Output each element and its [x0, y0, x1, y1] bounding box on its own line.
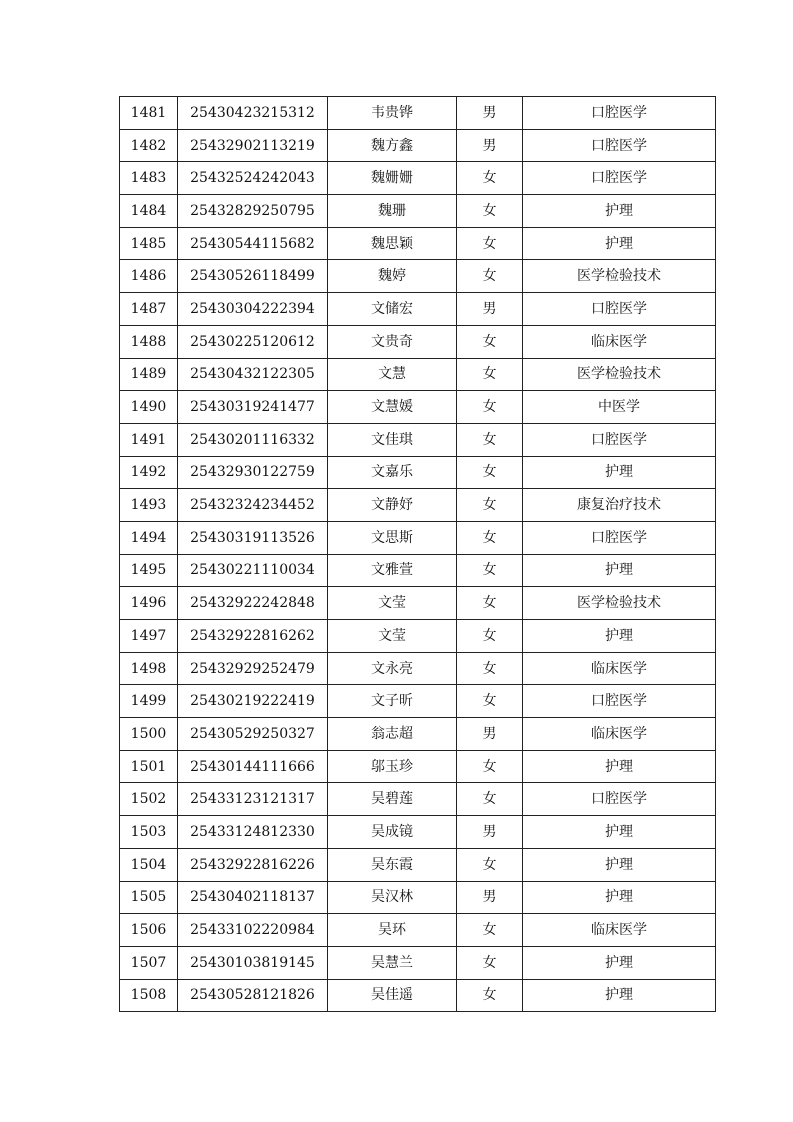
serial-number-cell: 1494 — [120, 521, 178, 554]
serial-number-cell: 1506 — [120, 914, 178, 947]
exam-id-cell: 25430201116332 — [178, 423, 328, 456]
table-row — [120, 97, 716, 130]
major-cell: 口腔医学 — [523, 521, 716, 554]
table-row — [120, 620, 716, 653]
gender-cell: 男 — [457, 718, 523, 751]
exam-id-cell: 25433123121317 — [178, 783, 328, 816]
gender-cell: 男 — [457, 129, 523, 162]
student-name-cell: 邬玉珍 — [328, 750, 457, 783]
exam-id-cell: 25430319241477 — [178, 391, 328, 424]
serial-number-cell: 1504 — [120, 848, 178, 881]
gender-cell: 女 — [457, 914, 523, 947]
table-row — [120, 914, 716, 947]
student-name-cell: 文储宏 — [328, 293, 457, 326]
gender-cell: 女 — [457, 260, 523, 293]
major-cell: 医学检验技术 — [523, 260, 716, 293]
student-name-cell: 文佳琪 — [328, 423, 457, 456]
gender-cell: 女 — [457, 979, 523, 1012]
exam-id-cell: 25430304222394 — [178, 293, 328, 326]
major-cell: 口腔医学 — [523, 129, 716, 162]
major-cell: 临床医学 — [523, 652, 716, 685]
student-name-cell: 文贵奇 — [328, 325, 457, 358]
serial-number-cell: 1488 — [120, 325, 178, 358]
student-name-cell: 文永亮 — [328, 652, 457, 685]
serial-number-cell: 1487 — [120, 293, 178, 326]
exam-id-cell: 25432929252479 — [178, 652, 328, 685]
table-row — [120, 587, 716, 620]
gender-cell: 女 — [457, 685, 523, 718]
student-name-cell: 文嘉乐 — [328, 456, 457, 489]
serial-number-cell: 1486 — [120, 260, 178, 293]
gender-cell: 女 — [457, 423, 523, 456]
student-name-cell: 文静妤 — [328, 489, 457, 522]
gender-cell: 女 — [457, 652, 523, 685]
student-name-cell: 魏珊 — [328, 195, 457, 228]
student-name-cell: 魏姗姗 — [328, 162, 457, 195]
serial-number-cell: 1502 — [120, 783, 178, 816]
serial-number-cell: 1485 — [120, 227, 178, 260]
table-row — [120, 848, 716, 881]
gender-cell: 女 — [457, 195, 523, 228]
student-name-cell: 吴佳遥 — [328, 979, 457, 1012]
serial-number-cell: 1500 — [120, 718, 178, 751]
exam-id-cell: 25430402118137 — [178, 881, 328, 914]
gender-cell: 男 — [457, 97, 523, 130]
table-row — [120, 358, 716, 391]
table-row — [120, 652, 716, 685]
student-name-cell: 吴汉林 — [328, 881, 457, 914]
exam-id-cell: 25430219222419 — [178, 685, 328, 718]
major-cell: 护理 — [523, 946, 716, 979]
student-name-cell: 文思斯 — [328, 521, 457, 554]
gender-cell: 男 — [457, 881, 523, 914]
major-cell: 护理 — [523, 195, 716, 228]
major-cell: 医学检验技术 — [523, 358, 716, 391]
serial-number-cell: 1501 — [120, 750, 178, 783]
serial-number-cell: 1508 — [120, 979, 178, 1012]
student-name-cell: 魏思颖 — [328, 227, 457, 260]
major-cell: 医学检验技术 — [523, 587, 716, 620]
exam-id-cell: 25430225120612 — [178, 325, 328, 358]
student-name-cell: 翁志超 — [328, 718, 457, 751]
major-cell: 口腔医学 — [523, 293, 716, 326]
serial-number-cell: 1496 — [120, 587, 178, 620]
gender-cell: 男 — [457, 816, 523, 849]
major-cell: 临床医学 — [523, 325, 716, 358]
major-cell: 护理 — [523, 750, 716, 783]
exam-id-cell: 25430529250327 — [178, 718, 328, 751]
gender-cell: 女 — [457, 750, 523, 783]
major-cell: 护理 — [523, 979, 716, 1012]
table-row — [120, 489, 716, 522]
exam-id-cell: 25430423215312 — [178, 97, 328, 130]
gender-cell: 女 — [457, 946, 523, 979]
table-row — [120, 554, 716, 587]
student-name-cell: 文慧媛 — [328, 391, 457, 424]
exam-id-cell: 25432902113219 — [178, 129, 328, 162]
student-name-cell: 吴成镜 — [328, 816, 457, 849]
major-cell: 护理 — [523, 554, 716, 587]
exam-id-cell: 25432930122759 — [178, 456, 328, 489]
serial-number-cell: 1492 — [120, 456, 178, 489]
serial-number-cell: 1481 — [120, 97, 178, 130]
gender-cell: 女 — [457, 620, 523, 653]
table-row — [120, 521, 716, 554]
serial-number-cell: 1497 — [120, 620, 178, 653]
table-row — [120, 718, 716, 751]
serial-number-cell: 1491 — [120, 423, 178, 456]
serial-number-cell: 1483 — [120, 162, 178, 195]
exam-id-cell: 25430544115682 — [178, 227, 328, 260]
student-name-cell: 吴东霞 — [328, 848, 457, 881]
table-row — [120, 456, 716, 489]
student-list-body — [120, 97, 716, 1012]
table-row — [120, 391, 716, 424]
table-row — [120, 881, 716, 914]
serial-number-cell: 1490 — [120, 391, 178, 424]
major-cell: 护理 — [523, 456, 716, 489]
serial-number-cell: 1499 — [120, 685, 178, 718]
major-cell: 临床医学 — [523, 914, 716, 947]
major-cell: 护理 — [523, 620, 716, 653]
table-row — [120, 260, 716, 293]
major-cell: 口腔医学 — [523, 97, 716, 130]
serial-number-cell: 1484 — [120, 195, 178, 228]
student-name-cell: 文莹 — [328, 587, 457, 620]
student-name-cell: 魏婷 — [328, 260, 457, 293]
exam-id-cell: 25432922816226 — [178, 848, 328, 881]
serial-number-cell: 1498 — [120, 652, 178, 685]
student-name-cell: 吴慧兰 — [328, 946, 457, 979]
major-cell: 临床医学 — [523, 718, 716, 751]
major-cell: 口腔医学 — [523, 162, 716, 195]
major-cell: 口腔医学 — [523, 423, 716, 456]
student-name-cell: 文子昕 — [328, 685, 457, 718]
major-cell: 口腔医学 — [523, 685, 716, 718]
gender-cell: 女 — [457, 848, 523, 881]
table-row — [120, 979, 716, 1012]
table-row — [120, 750, 716, 783]
gender-cell: 女 — [457, 783, 523, 816]
gender-cell: 男 — [457, 293, 523, 326]
exam-id-cell: 25432524242043 — [178, 162, 328, 195]
student-name-cell: 文莹 — [328, 620, 457, 653]
exam-id-cell: 25430526118499 — [178, 260, 328, 293]
student-name-cell: 韦贵铧 — [328, 97, 457, 130]
student-name-cell: 文慧 — [328, 358, 457, 391]
table-row — [120, 946, 716, 979]
serial-number-cell: 1493 — [120, 489, 178, 522]
gender-cell: 女 — [457, 521, 523, 554]
exam-id-cell: 25430144111666 — [178, 750, 328, 783]
gender-cell: 女 — [457, 554, 523, 587]
table-row — [120, 685, 716, 718]
serial-number-cell: 1503 — [120, 816, 178, 849]
table-row — [120, 162, 716, 195]
table-row — [120, 227, 716, 260]
serial-number-cell: 1482 — [120, 129, 178, 162]
major-cell: 护理 — [523, 816, 716, 849]
exam-id-cell: 25432324234452 — [178, 489, 328, 522]
student-name-cell: 魏方鑫 — [328, 129, 457, 162]
exam-id-cell: 25430221110034 — [178, 554, 328, 587]
table-row — [120, 816, 716, 849]
serial-number-cell: 1495 — [120, 554, 178, 587]
gender-cell: 女 — [457, 162, 523, 195]
serial-number-cell: 1507 — [120, 946, 178, 979]
major-cell: 口腔医学 — [523, 783, 716, 816]
exam-id-cell: 25432829250795 — [178, 195, 328, 228]
gender-cell: 女 — [457, 489, 523, 522]
exam-id-cell: 25430103819145 — [178, 946, 328, 979]
serial-number-cell: 1489 — [120, 358, 178, 391]
table-row — [120, 293, 716, 326]
major-cell: 中医学 — [523, 391, 716, 424]
major-cell: 护理 — [523, 881, 716, 914]
major-cell: 护理 — [523, 848, 716, 881]
exam-id-cell: 25430432122305 — [178, 358, 328, 391]
exam-id-cell: 25430528121826 — [178, 979, 328, 1012]
student-name-cell: 吴环 — [328, 914, 457, 947]
major-cell: 康复治疗技术 — [523, 489, 716, 522]
table-row — [120, 195, 716, 228]
exam-id-cell: 25433102220984 — [178, 914, 328, 947]
student-list-table — [119, 96, 716, 1012]
gender-cell: 女 — [457, 456, 523, 489]
exam-id-cell: 25430319113526 — [178, 521, 328, 554]
gender-cell: 女 — [457, 391, 523, 424]
gender-cell: 女 — [457, 227, 523, 260]
exam-id-cell: 25432922242848 — [178, 587, 328, 620]
exam-id-cell: 25433124812330 — [178, 816, 328, 849]
exam-id-cell: 25432922816262 — [178, 620, 328, 653]
table-row — [120, 325, 716, 358]
gender-cell: 女 — [457, 587, 523, 620]
student-name-cell: 文雅萱 — [328, 554, 457, 587]
student-name-cell: 吴碧莲 — [328, 783, 457, 816]
table-row — [120, 423, 716, 456]
gender-cell: 女 — [457, 325, 523, 358]
gender-cell: 女 — [457, 358, 523, 391]
major-cell: 护理 — [523, 227, 716, 260]
table-row — [120, 129, 716, 162]
serial-number-cell: 1505 — [120, 881, 178, 914]
table-row — [120, 783, 716, 816]
